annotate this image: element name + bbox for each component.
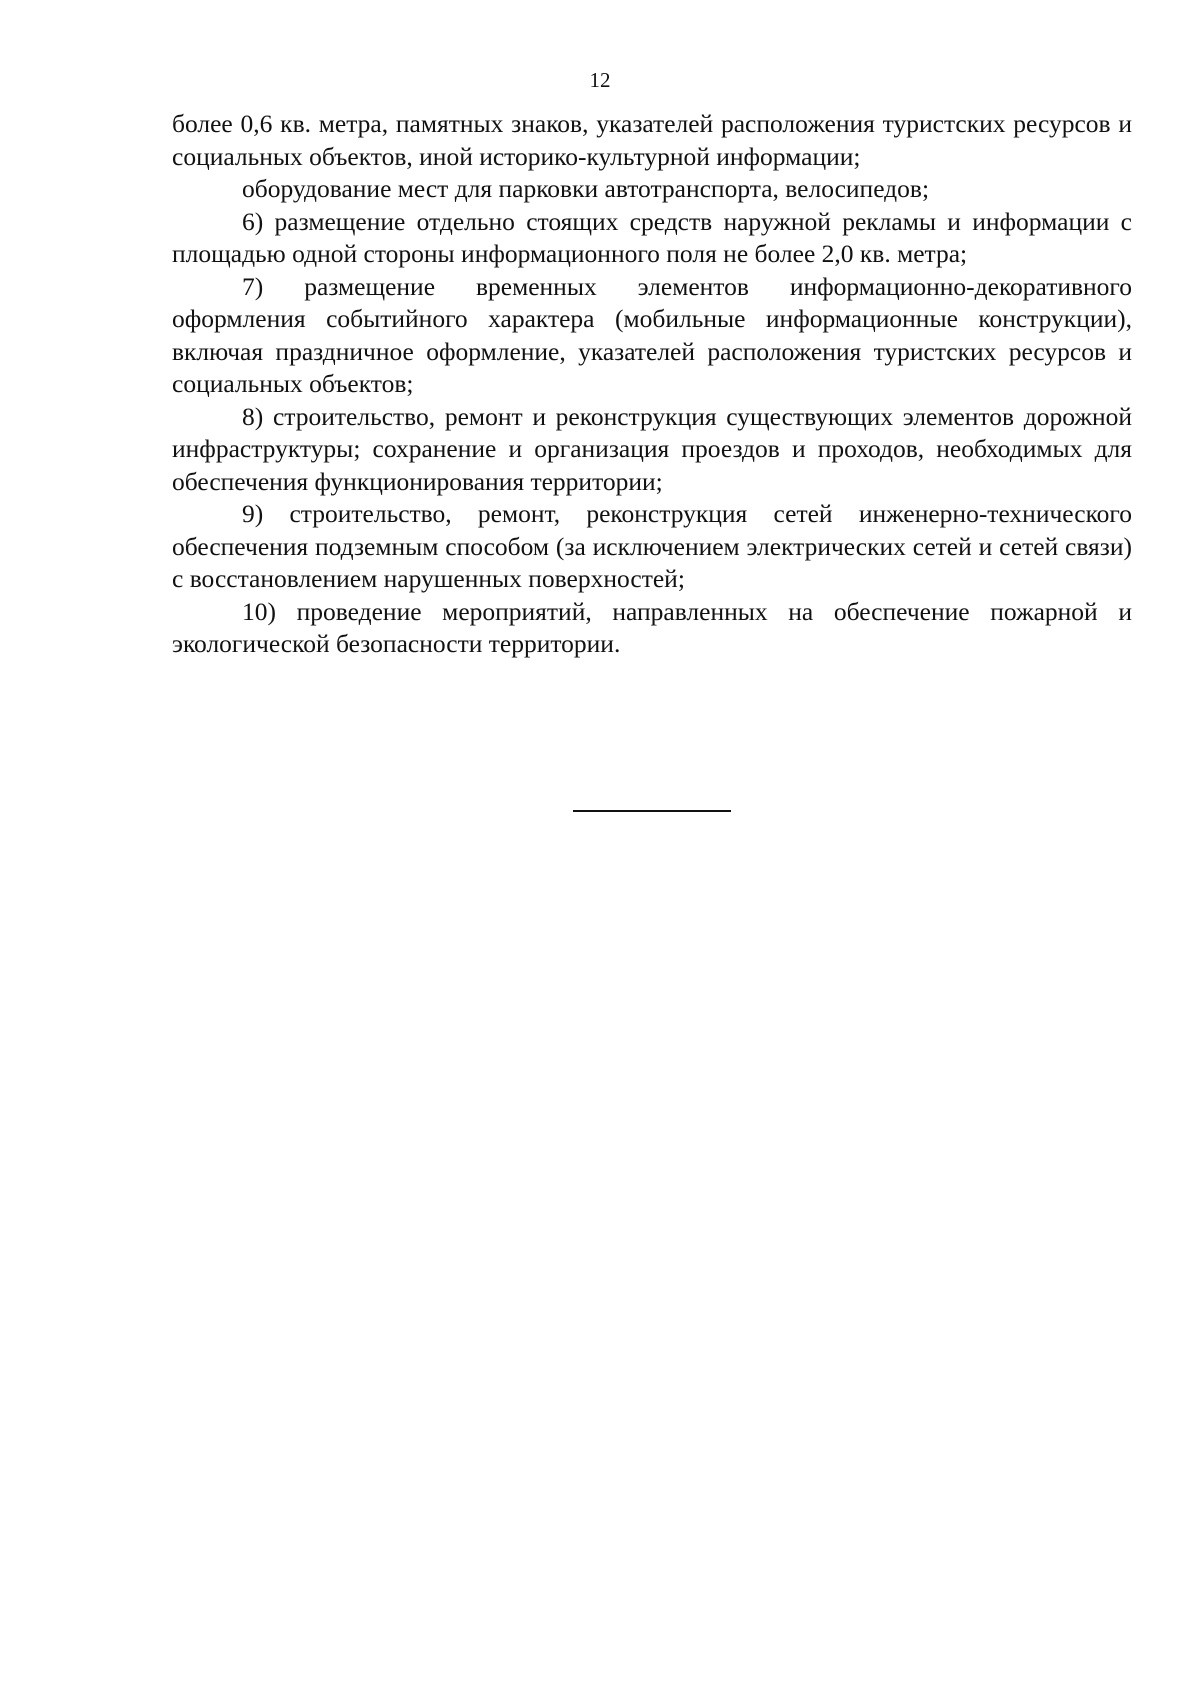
paragraph-item-8: 8) строительство, ремонт и реконструкция существующих элементов дорожной инфраструктуры; сохранение и организация проездов и проходов, необходимых для обеспечения функционирования территории;	[172, 401, 1132, 496]
paragraph-item-6: 6) размещение отдельно стоящих средств наружной рекламы и информации с площадью одной стороны информационного поля не более 2,0 кв. метра;	[172, 206, 1132, 268]
paragraph-item-10: 10) проведение мероприятий, направленных на обеспечение пожарной и экологической безопасности территории.	[172, 596, 1132, 658]
paragraph-parking: оборудование мест для парковки автотранспорта, велосипедов;	[242, 174, 930, 203]
paragraph-item-7: 7) размещение временных элементов информационно-декоративного оформления событийного характера (мобильные информационные конструкции), включая праздничное оформление, указателей расположения туристских ресурсов и социальных объектов;	[172, 271, 1132, 398]
paragraph-continuation: более 0,6 кв. метра, памятных знаков, указателей расположения туристских ресурсов и социальных объектов, иной историко-культурной информации;	[172, 109, 1132, 171]
page-number: 12	[589, 68, 611, 92]
paragraph-item-9: 9) строительство, ремонт, реконструкция сетей инженерно-технического обеспечения подземным способом (за исключением электрических сетей и сетей связи) с восстановлением нарушенных поверхностей;	[172, 499, 1132, 593]
document-body	[172, 108, 1132, 661]
end-of-document-rule	[573, 810, 731, 812]
